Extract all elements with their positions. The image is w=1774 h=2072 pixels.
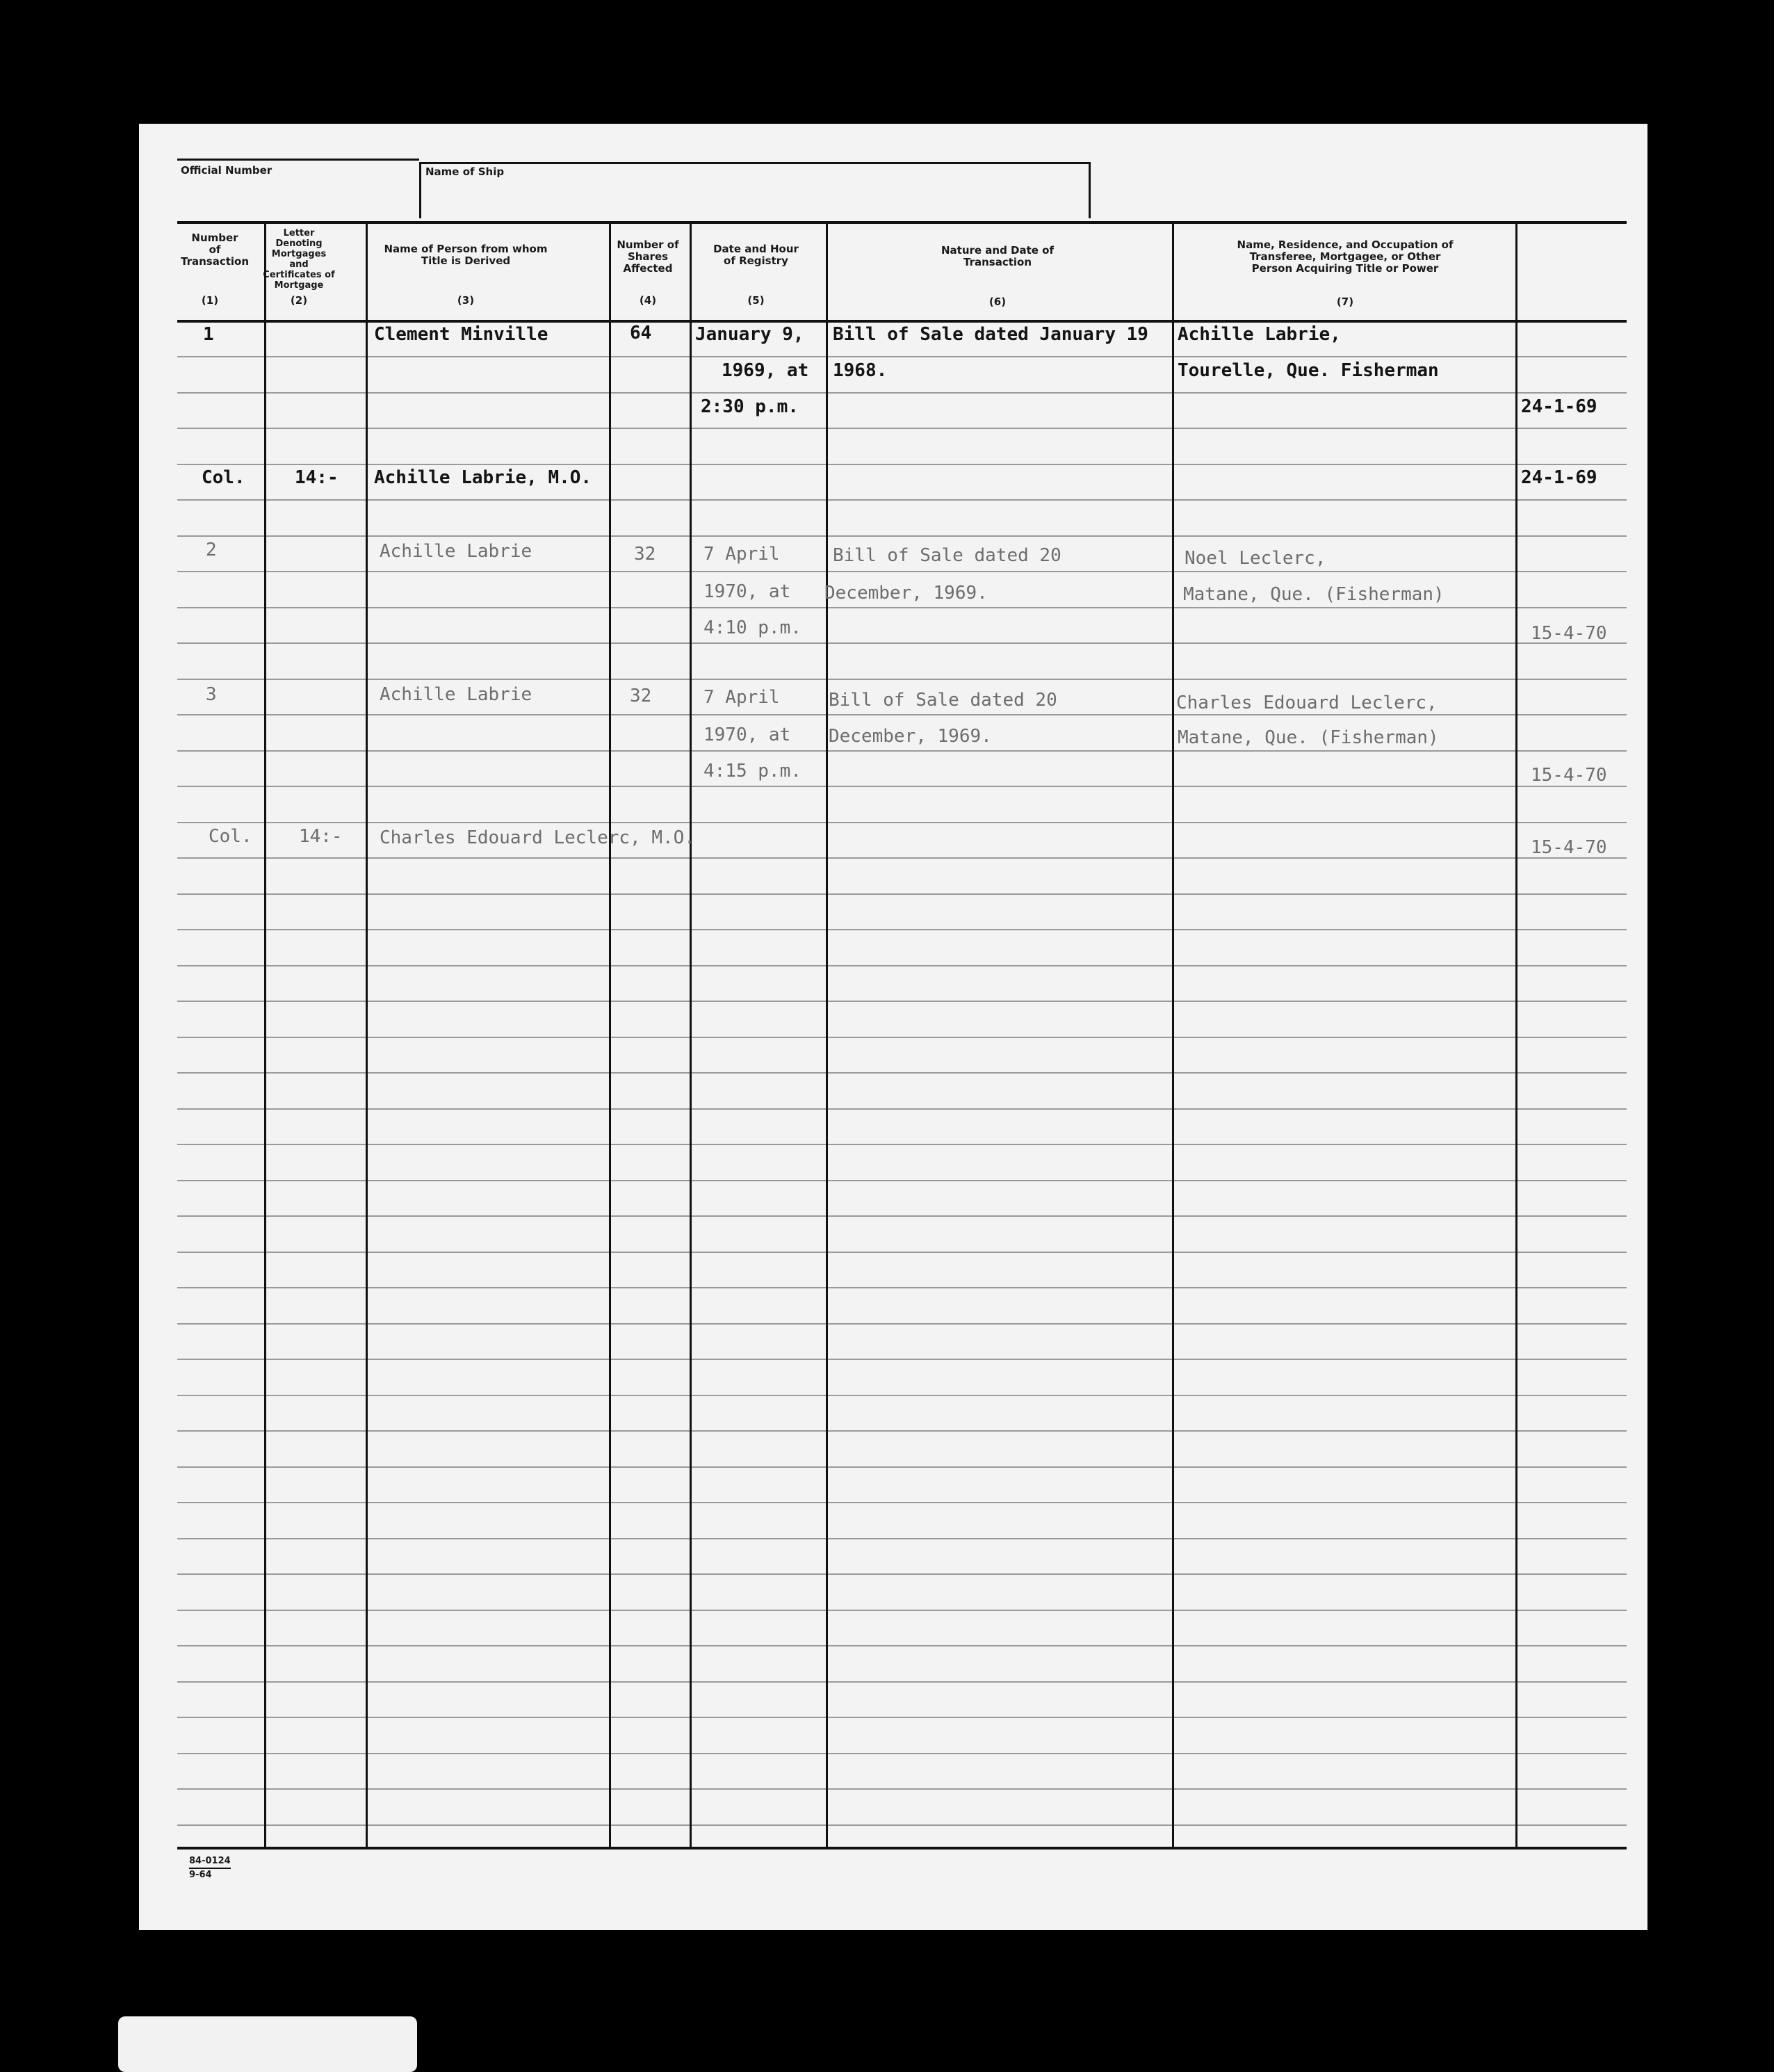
entry-2-shares: 32: [634, 544, 656, 565]
col-header-transaction-number: Number of Transaction: [180, 232, 250, 268]
row-rule: [177, 1645, 1627, 1646]
col-num-5: (5): [747, 294, 765, 307]
row-rule: [177, 535, 1627, 537]
entry-3-initial-date: 15-4-70: [1531, 765, 1607, 786]
row-rule: [177, 857, 1627, 859]
row-rule: [177, 1395, 1627, 1396]
col-header-transaction-nature: Nature and Date of Transaction: [941, 244, 1055, 268]
entry-2-initial-date: 15-4-70: [1531, 623, 1607, 644]
col-num-4: (4): [639, 294, 657, 307]
entry-3-registry-line-1: 7 April: [703, 687, 780, 708]
entry-2-registry-line-3: 4:10 p.m.: [703, 617, 801, 638]
register-page: [139, 124, 1647, 1930]
form-revision-date: 9-64: [189, 1870, 212, 1880]
header-bottom-rule: [177, 320, 1627, 323]
col-num-6: (6): [988, 296, 1007, 308]
col-num-3: (3): [457, 294, 475, 307]
row-rule: [177, 428, 1627, 429]
entry-col-2-from: Charles Edouard Leclerc, M.O.: [380, 827, 695, 848]
entry-2-registry-line-2: 1970, at: [703, 581, 791, 602]
row-rule: [177, 893, 1627, 895]
row-rule: [177, 679, 1627, 680]
entry-3-number: 3: [206, 684, 217, 705]
entry-3-registry-line-2: 1970, at: [703, 725, 791, 745]
row-rule: [177, 1108, 1627, 1110]
entry-2-from: Achille Labrie: [380, 541, 532, 562]
row-rule: [177, 1502, 1627, 1503]
column-divider: [690, 221, 692, 1848]
entry-3-transferee-line-1: Charles Edouard Leclerc,: [1176, 693, 1438, 713]
col-num-1: (1): [201, 294, 219, 307]
row-rule: [177, 1824, 1627, 1826]
row-rule: [177, 1323, 1627, 1325]
official-number-box: [177, 159, 419, 161]
entry-col-1-initial-date: 24-1-69: [1521, 467, 1597, 488]
row-rule: [177, 1180, 1627, 1181]
row-rule: [177, 1215, 1627, 1217]
row-rule: [177, 1610, 1627, 1611]
row-rule: [177, 1753, 1627, 1754]
row-rule: [177, 464, 1627, 465]
row-rule: [177, 392, 1627, 394]
entry-1-transferee-line-2: Tourelle, Que. Fisherman: [1178, 360, 1439, 381]
row-rule: [177, 1359, 1627, 1360]
col-header-mortgage-letter: Letter Denoting Mortgages and Certificates of Mortgage: [263, 228, 335, 291]
row-rule: [177, 929, 1627, 930]
col-header-registry-date: Date and Hour of Registry: [713, 243, 799, 267]
entry-2-transferee-line-1: Noel Leclerc,: [1185, 548, 1326, 569]
ship-name-box: [419, 162, 1091, 218]
entry-1-from: Clement Minville: [374, 324, 548, 345]
row-rule: [177, 750, 1627, 752]
entry-col-2-number: Col.: [209, 826, 252, 847]
entry-1-transferee-line-1: Achille Labrie,: [1178, 324, 1341, 345]
column-divider: [264, 221, 266, 1848]
entry-1-nature-line-1: Bill of Sale dated January 19: [833, 324, 1148, 345]
entry-1-initial-date: 24-1-69: [1521, 396, 1597, 417]
entry-col-2-letter: 14:-: [299, 826, 343, 847]
entry-1-nature-line-2: 1968.: [833, 360, 888, 381]
entry-3-shares: 32: [630, 686, 652, 706]
row-rule: [177, 1788, 1627, 1790]
entry-2-nature-line-1: Bill of Sale dated 20: [833, 545, 1061, 566]
row-rule: [177, 1573, 1627, 1575]
entry-1-registry-line-2: 1969, at: [722, 360, 809, 381]
entry-3-nature-line-1: Bill of Sale dated 20: [829, 690, 1057, 711]
row-rule: [177, 1538, 1627, 1539]
entry-2-number: 2: [206, 540, 217, 560]
row-rule: [177, 1252, 1627, 1253]
entry-1-shares: 64: [630, 323, 652, 343]
row-rule: [177, 714, 1627, 715]
column-divider: [1515, 221, 1517, 1848]
row-rule: [177, 786, 1627, 787]
form-code: [189, 1855, 231, 1881]
col-num-7: (7): [1336, 296, 1354, 308]
ship-name-label: Name of Ship: [425, 165, 505, 178]
row-rule: [177, 1430, 1627, 1432]
entry-col-1-letter: 14:-: [295, 467, 339, 488]
row-rule: [177, 1072, 1627, 1074]
column-divider: [609, 221, 611, 1848]
entry-2-registry-line-1: 7 April: [703, 544, 780, 565]
official-number-label: Official Number: [181, 164, 272, 177]
row-rule: [177, 822, 1627, 823]
page-tab: [118, 2016, 417, 2072]
col-header-title-derived-from: Name of Person from whom Title is Derived: [384, 243, 548, 267]
row-rule: [177, 1144, 1627, 1145]
row-rule: [177, 1466, 1627, 1468]
col-num-2: (2): [290, 294, 308, 307]
row-rule: [177, 1287, 1627, 1288]
row-rule: [177, 499, 1627, 501]
row-rule: [177, 1681, 1627, 1683]
entry-2-transferee-line-2: Matane, Que. (Fisherman): [1183, 584, 1445, 605]
column-divider: [1172, 221, 1174, 1848]
row-rule: [177, 1001, 1627, 1002]
entry-col-1-from: Achille Labrie, M.O.: [374, 467, 592, 488]
header-top-rule: [177, 221, 1627, 224]
entry-col-2-initial-date: 15-4-70: [1531, 837, 1607, 858]
column-divider: [826, 221, 828, 1848]
row-rule: [177, 571, 1627, 572]
entry-1-registry-line-3: 2:30 p.m.: [701, 396, 799, 417]
table-bottom-rule: [177, 1847, 1627, 1850]
entry-3-nature-line-2: December, 1969.: [829, 726, 992, 747]
column-divider: [366, 221, 368, 1848]
entry-2-nature-line-2: December, 1969.: [824, 583, 988, 604]
row-rule: [177, 1037, 1627, 1038]
row-rule: [177, 642, 1627, 644]
row-rule: [177, 965, 1627, 966]
entry-3-transferee-line-2: Matane, Que. (Fisherman): [1178, 727, 1439, 748]
entry-1-registry-line-1: January 9,: [695, 324, 804, 345]
entry-col-1-number: Col.: [202, 467, 245, 488]
row-rule: [177, 607, 1627, 608]
entry-1-number: 1: [203, 324, 214, 345]
row-rule: [177, 356, 1627, 357]
row-rule: [177, 1717, 1627, 1718]
col-header-transferee: Name, Residence, and Occupation of Transferee, Mortgagee, or Other Person Acquiring Title or Power: [1237, 238, 1454, 275]
form-number: 84-0124: [189, 1855, 231, 1869]
entry-3-from: Achille Labrie: [380, 684, 532, 705]
entry-3-registry-line-3: 4:15 p.m.: [703, 761, 801, 782]
col-header-shares-affected: Number of Shares Affected: [617, 238, 679, 275]
